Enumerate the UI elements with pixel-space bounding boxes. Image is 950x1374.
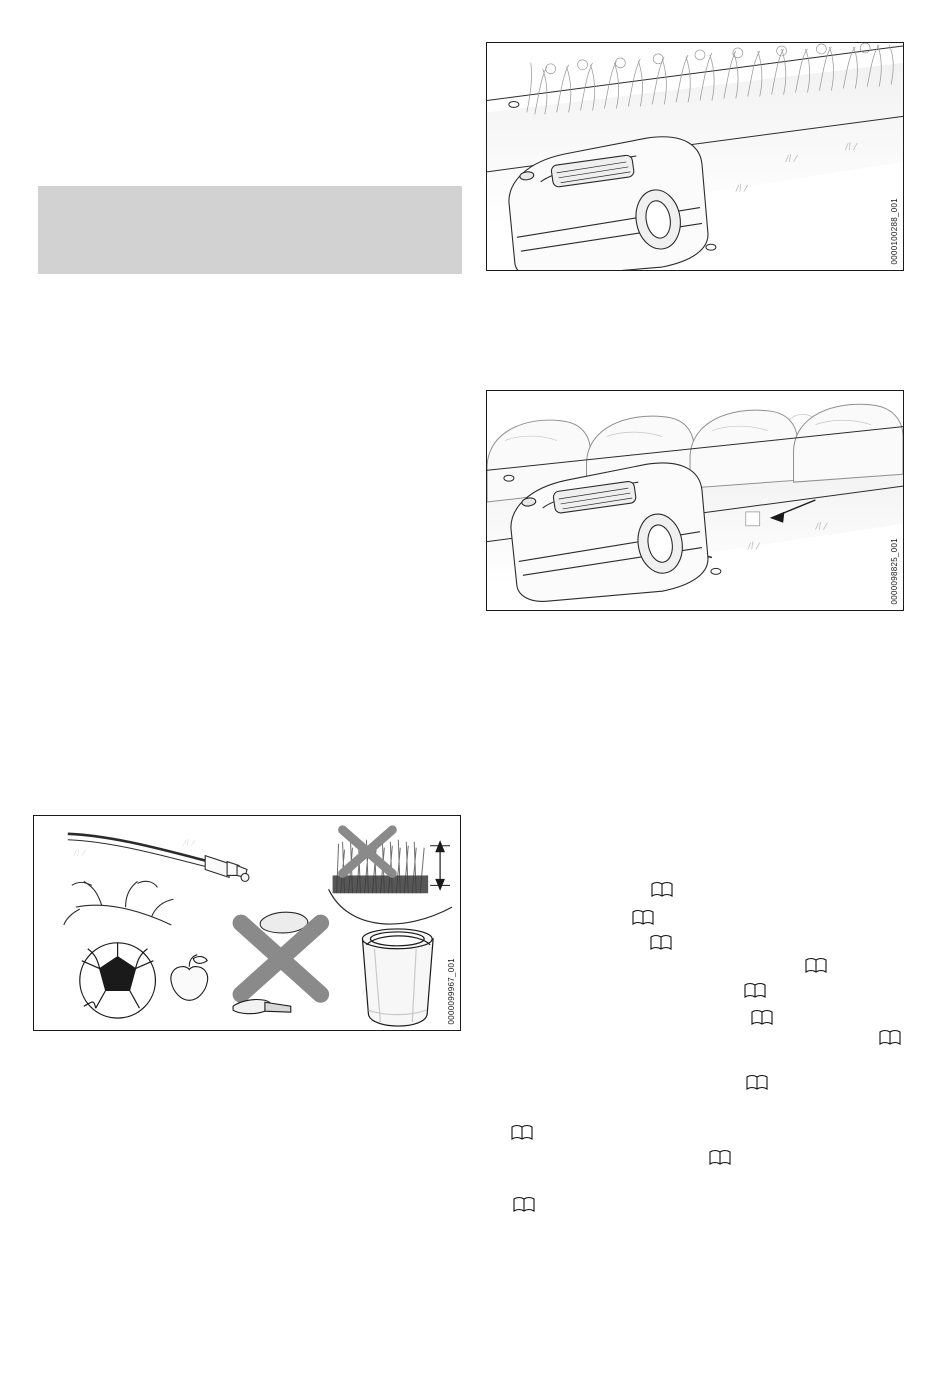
illustration-hedge	[487, 391, 903, 610]
figure-code-2: 0000098825_001	[890, 537, 899, 604]
manual-reference-icon-4	[805, 957, 827, 974]
figure-code-3: 0000099967_001	[447, 957, 456, 1024]
manual-reference-icon-7	[879, 1029, 901, 1046]
manual-reference-icon-10	[709, 1149, 731, 1166]
figure-obstacles-on-lawn	[33, 815, 461, 1031]
figure-hedge-boundary	[486, 390, 904, 611]
grey-highlight-block	[38, 186, 462, 274]
illustration-obstacles	[34, 816, 460, 1030]
manual-reference-icon-8	[746, 1074, 768, 1091]
figure-tall-grass-boundary	[486, 42, 904, 271]
manual-reference-icon-1	[651, 881, 673, 898]
manual-reference-icon-6	[751, 1009, 773, 1026]
manual-reference-icon-5	[744, 982, 766, 999]
manual-reference-icon-2	[632, 909, 654, 926]
manual-reference-icon-11	[513, 1196, 535, 1213]
manual-reference-icon-9	[511, 1124, 533, 1141]
figure-code-1: 0000100288_001	[890, 197, 899, 264]
illustration-tall-grass	[487, 43, 903, 270]
manual-reference-icon-3	[650, 934, 672, 951]
